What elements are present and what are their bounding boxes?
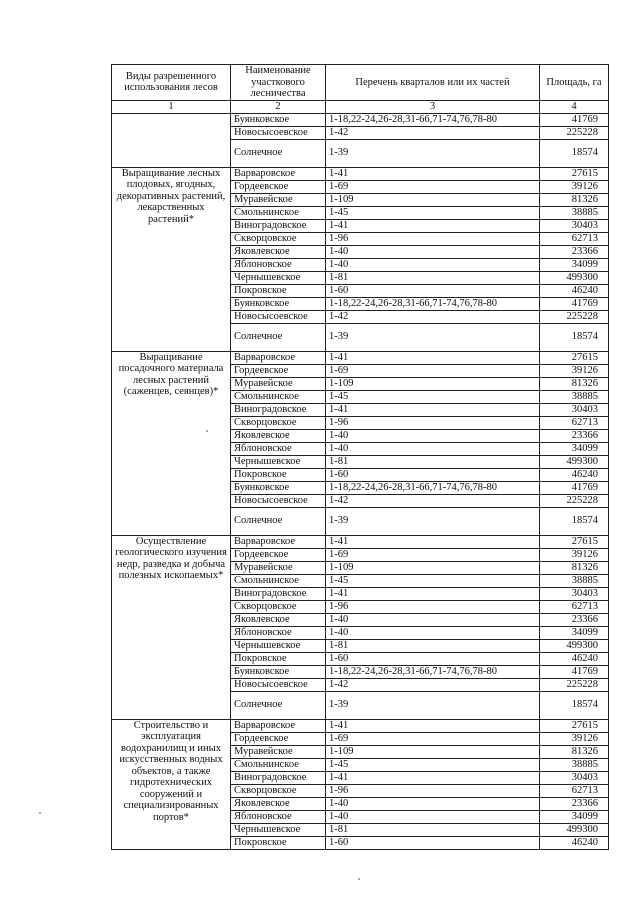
area-cell: 18574 bbox=[540, 139, 609, 167]
quarters-cell: 1-40 bbox=[326, 613, 540, 626]
area-cell: 225228 bbox=[540, 494, 609, 507]
quarters-cell: 1-41 bbox=[326, 535, 540, 548]
area-cell: 39126 bbox=[540, 180, 609, 193]
column-number-row bbox=[112, 100, 609, 113]
scan-speck bbox=[39, 812, 41, 814]
table-row bbox=[112, 719, 609, 732]
forestry-cell: Виноградовское bbox=[231, 587, 326, 600]
quarters-cell: 1-42 bbox=[326, 678, 540, 691]
forestry-cell: Новосысоевское bbox=[231, 678, 326, 691]
area-cell: 34099 bbox=[540, 442, 609, 455]
quarters-cell: 1-18,22-24,26-28,31-66,71-74,76,78-80 bbox=[326, 297, 540, 310]
area-cell: 62713 bbox=[540, 600, 609, 613]
quarters-cell: 1-69 bbox=[326, 732, 540, 745]
quarters-cell: 1-69 bbox=[326, 180, 540, 193]
use-type-cell: Строительство и эксплуатация водохранилищ и иных искусственных водных объектов, а также гидротехнических сооружений и специализированных портов* bbox=[112, 719, 231, 849]
area-cell: 46240 bbox=[540, 836, 609, 849]
area-cell: 23366 bbox=[540, 245, 609, 258]
area-cell: 225228 bbox=[540, 310, 609, 323]
area-cell: 62713 bbox=[540, 416, 609, 429]
forestry-cell: Солнечное bbox=[231, 139, 326, 167]
forestry-cell: Варваровское bbox=[231, 351, 326, 364]
table-body bbox=[112, 113, 609, 849]
quarters-cell: 1-41 bbox=[326, 719, 540, 732]
area-cell: 225228 bbox=[540, 126, 609, 139]
area-cell: 41769 bbox=[540, 297, 609, 310]
quarters-cell: 1-41 bbox=[326, 587, 540, 600]
forestry-cell: Новосысоевское bbox=[231, 310, 326, 323]
area-cell: 34099 bbox=[540, 810, 609, 823]
forestry-cell: Виноградовское bbox=[231, 771, 326, 784]
forestry-cell: Муравейское bbox=[231, 377, 326, 390]
area-cell: 41769 bbox=[540, 113, 609, 126]
quarters-cell: 1-96 bbox=[326, 784, 540, 797]
quarters-cell: 1-41 bbox=[326, 403, 540, 416]
quarters-cell: 1-40 bbox=[326, 258, 540, 271]
forestry-cell: Чернышевское bbox=[231, 639, 326, 652]
use-type-cell-empty bbox=[112, 113, 231, 167]
quarters-cell: 1-41 bbox=[326, 351, 540, 364]
quarters-cell: 1-42 bbox=[326, 494, 540, 507]
forestry-cell: Буянковское bbox=[231, 665, 326, 678]
area-cell: 81326 bbox=[540, 745, 609, 758]
table-row bbox=[112, 535, 609, 548]
forestry-cell: Скворцовское bbox=[231, 232, 326, 245]
use-type-cell: Выращивание лесных плодовых, ягодных, декоративных растений, лекарственных растений* bbox=[112, 167, 231, 351]
quarters-cell: 1-96 bbox=[326, 600, 540, 613]
forestry-cell: Скворцовское bbox=[231, 784, 326, 797]
quarters-cell: 1-42 bbox=[326, 310, 540, 323]
forestry-cell: Гордеевское bbox=[231, 364, 326, 377]
forestry-cell: Муравейское bbox=[231, 745, 326, 758]
forestry-cell: Яблоновское bbox=[231, 810, 326, 823]
area-cell: 38885 bbox=[540, 758, 609, 771]
area-cell: 30403 bbox=[540, 771, 609, 784]
forestry-cell: Солнечное bbox=[231, 691, 326, 719]
quarters-cell: 1-60 bbox=[326, 836, 540, 849]
table-row bbox=[112, 351, 609, 364]
quarters-cell: 1-45 bbox=[326, 390, 540, 403]
forestry-cell: Смольнинское bbox=[231, 758, 326, 771]
forestry-cell: Яблоновское bbox=[231, 258, 326, 271]
use-type-cell: Выращивание посадочного материала лесных растений (саженцев, сеянцев)* bbox=[112, 351, 231, 535]
area-cell: 46240 bbox=[540, 468, 609, 481]
table-header-row bbox=[112, 65, 609, 101]
area-cell: 23366 bbox=[540, 613, 609, 626]
quarters-cell: 1-40 bbox=[326, 797, 540, 810]
scan-speck bbox=[206, 430, 208, 432]
area-cell: 38885 bbox=[540, 206, 609, 219]
area-cell: 46240 bbox=[540, 284, 609, 297]
column-number: 4 bbox=[540, 100, 609, 113]
forest-use-table bbox=[111, 64, 609, 850]
area-cell: 41769 bbox=[540, 481, 609, 494]
quarters-cell: 1-69 bbox=[326, 548, 540, 561]
forestry-cell: Яблоновское bbox=[231, 442, 326, 455]
area-cell: 34099 bbox=[540, 626, 609, 639]
area-cell: 499300 bbox=[540, 639, 609, 652]
area-cell: 499300 bbox=[540, 455, 609, 468]
forestry-cell: Варваровское bbox=[231, 167, 326, 180]
quarters-cell: 1-96 bbox=[326, 232, 540, 245]
column-number: 3 bbox=[326, 100, 540, 113]
quarters-cell: 1-40 bbox=[326, 810, 540, 823]
header-use-type: Виды разрешенного использования лесов bbox=[112, 65, 231, 101]
quarters-cell: 1-42 bbox=[326, 126, 540, 139]
quarters-cell: 1-81 bbox=[326, 271, 540, 284]
area-cell: 30403 bbox=[540, 587, 609, 600]
area-cell: 27615 bbox=[540, 719, 609, 732]
quarters-cell: 1-41 bbox=[326, 219, 540, 232]
forestry-cell: Муравейское bbox=[231, 193, 326, 206]
header-forestry: Наименование участкового лесничества bbox=[231, 65, 326, 101]
header-area: Площадь, га bbox=[540, 65, 609, 101]
area-cell: 18574 bbox=[540, 507, 609, 535]
quarters-cell: 1-60 bbox=[326, 652, 540, 665]
quarters-cell: 1-96 bbox=[326, 416, 540, 429]
forestry-cell: Чернышевское bbox=[231, 271, 326, 284]
forestry-cell: Новосысоевское bbox=[231, 494, 326, 507]
forestry-cell: Новосысоевское bbox=[231, 126, 326, 139]
quarters-cell: 1-45 bbox=[326, 758, 540, 771]
area-cell: 81326 bbox=[540, 561, 609, 574]
area-cell: 30403 bbox=[540, 219, 609, 232]
quarters-cell: 1-41 bbox=[326, 771, 540, 784]
table-row bbox=[112, 167, 609, 180]
area-cell: 38885 bbox=[540, 390, 609, 403]
column-number: 1 bbox=[112, 100, 231, 113]
area-cell: 41769 bbox=[540, 665, 609, 678]
forestry-cell: Покровское bbox=[231, 284, 326, 297]
area-cell: 27615 bbox=[540, 351, 609, 364]
forestry-cell: Солнечное bbox=[231, 507, 326, 535]
area-cell: 499300 bbox=[540, 823, 609, 836]
forestry-cell: Смольнинское bbox=[231, 390, 326, 403]
forestry-cell: Муравейское bbox=[231, 561, 326, 574]
quarters-cell: 1-45 bbox=[326, 206, 540, 219]
forestry-cell: Солнечное bbox=[231, 323, 326, 351]
area-cell: 30403 bbox=[540, 403, 609, 416]
quarters-cell: 1-39 bbox=[326, 691, 540, 719]
quarters-cell: 1-39 bbox=[326, 323, 540, 351]
area-cell: 62713 bbox=[540, 784, 609, 797]
area-cell: 499300 bbox=[540, 271, 609, 284]
quarters-cell: 1-40 bbox=[326, 442, 540, 455]
area-cell: 27615 bbox=[540, 167, 609, 180]
forestry-cell: Гордеевское bbox=[231, 180, 326, 193]
area-cell: 18574 bbox=[540, 323, 609, 351]
area-cell: 39126 bbox=[540, 548, 609, 561]
use-type-cell: Осуществление геологического изучения недр, разведка и добыча полезных ископаемых* bbox=[112, 535, 231, 719]
quarters-cell: 1-81 bbox=[326, 823, 540, 836]
area-cell: 39126 bbox=[540, 732, 609, 745]
quarters-cell: 1-109 bbox=[326, 193, 540, 206]
forestry-cell: Яковлевское bbox=[231, 429, 326, 442]
area-cell: 225228 bbox=[540, 678, 609, 691]
forestry-cell: Скворцовское bbox=[231, 600, 326, 613]
forestry-cell: Чернышевское bbox=[231, 823, 326, 836]
forestry-cell: Яблоновское bbox=[231, 626, 326, 639]
forestry-cell: Скворцовское bbox=[231, 416, 326, 429]
quarters-cell: 1-60 bbox=[326, 468, 540, 481]
forestry-cell: Буянковское bbox=[231, 481, 326, 494]
forestry-cell: Яковлевское bbox=[231, 613, 326, 626]
forestry-cell: Виноградовское bbox=[231, 403, 326, 416]
area-cell: 23366 bbox=[540, 429, 609, 442]
forestry-cell: Смольнинское bbox=[231, 574, 326, 587]
area-cell: 38885 bbox=[540, 574, 609, 587]
area-cell: 18574 bbox=[540, 691, 609, 719]
area-cell: 81326 bbox=[540, 377, 609, 390]
quarters-cell: 1-40 bbox=[326, 626, 540, 639]
area-cell: 62713 bbox=[540, 232, 609, 245]
quarters-cell: 1-18,22-24,26-28,31-66,71-74,76,78-80 bbox=[326, 481, 540, 494]
forestry-cell: Яковлевское bbox=[231, 797, 326, 810]
quarters-cell: 1-69 bbox=[326, 364, 540, 377]
scan-speck bbox=[358, 878, 360, 880]
quarters-cell: 1-39 bbox=[326, 139, 540, 167]
forestry-cell: Буянковское bbox=[231, 113, 326, 126]
quarters-cell: 1-60 bbox=[326, 284, 540, 297]
forestry-cell: Варваровское bbox=[231, 535, 326, 548]
forestry-cell: Варваровское bbox=[231, 719, 326, 732]
area-cell: 46240 bbox=[540, 652, 609, 665]
forestry-cell: Покровское bbox=[231, 468, 326, 481]
forestry-cell: Яковлевское bbox=[231, 245, 326, 258]
forestry-cell: Гордеевское bbox=[231, 548, 326, 561]
area-cell: 34099 bbox=[540, 258, 609, 271]
quarters-cell: 1-109 bbox=[326, 561, 540, 574]
quarters-cell: 1-39 bbox=[326, 507, 540, 535]
area-cell: 81326 bbox=[540, 193, 609, 206]
forestry-cell: Чернышевское bbox=[231, 455, 326, 468]
quarters-cell: 1-18,22-24,26-28,31-66,71-74,76,78-80 bbox=[326, 665, 540, 678]
area-cell: 27615 bbox=[540, 535, 609, 548]
column-number: 2 bbox=[231, 100, 326, 113]
quarters-cell: 1-18,22-24,26-28,31-66,71-74,76,78-80 bbox=[326, 113, 540, 126]
quarters-cell: 1-109 bbox=[326, 745, 540, 758]
quarters-cell: 1-109 bbox=[326, 377, 540, 390]
forestry-cell: Буянковское bbox=[231, 297, 326, 310]
quarters-cell: 1-81 bbox=[326, 455, 540, 468]
forestry-cell: Виноградовское bbox=[231, 219, 326, 232]
quarters-cell: 1-45 bbox=[326, 574, 540, 587]
area-cell: 23366 bbox=[540, 797, 609, 810]
forestry-cell: Смольнинское bbox=[231, 206, 326, 219]
forestry-cell: Гордеевское bbox=[231, 732, 326, 745]
quarters-cell: 1-41 bbox=[326, 167, 540, 180]
quarters-cell: 1-40 bbox=[326, 245, 540, 258]
area-cell: 39126 bbox=[540, 364, 609, 377]
header-quarters: Перечень кварталов или их частей bbox=[326, 65, 540, 101]
quarters-cell: 1-81 bbox=[326, 639, 540, 652]
table-row bbox=[112, 113, 609, 126]
forestry-cell: Покровское bbox=[231, 836, 326, 849]
quarters-cell: 1-40 bbox=[326, 429, 540, 442]
forestry-cell: Покровское bbox=[231, 652, 326, 665]
